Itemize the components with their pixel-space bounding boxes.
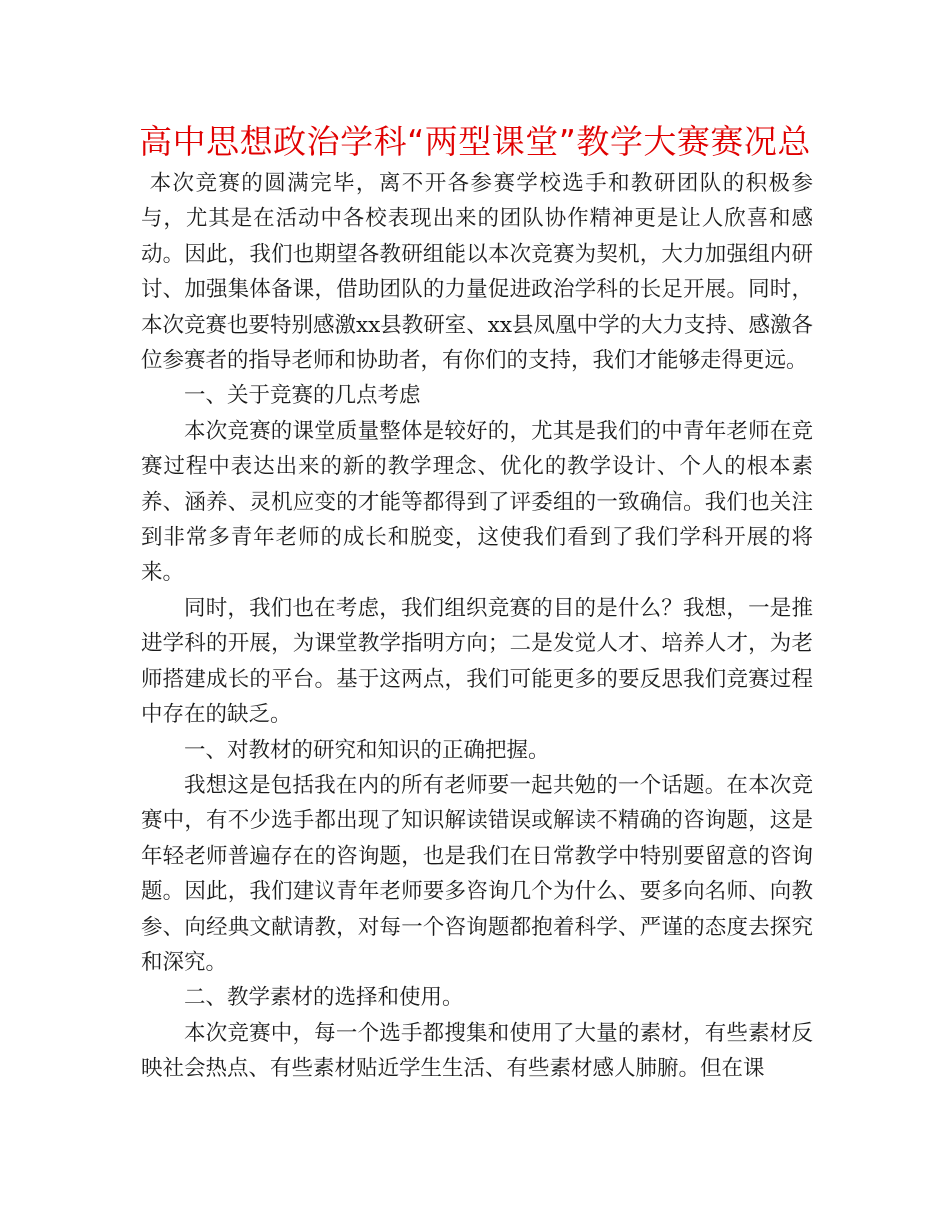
paragraph-purpose: 同时，我们也在考虑，我们组织竞赛的目的是什么？我想，一是推进学科的开展，为课堂教学指明方向；二是发觉人才、培养人才，为老师搭建成长的平台。基于这两点，我们可能更多的要反思我们竞赛过程中存在的缺乏。 — [141, 595, 813, 728]
paragraph-materials: 本次竞赛中，每一个选手都搜集和使用了大量的素材，有些素材反映社会热点、有些素材贴近学生生活、有些素材感人肺腑。但在课 — [141, 1020, 813, 1082]
section-heading-materials: 二、教学素材的选择和使用。 — [184, 985, 464, 1011]
paragraph-textbook: 我想这是包括我在内的所有老师要一起共勉的一个话题。在本次竞赛中，有不少选手都出现了知识解读错误或解读不精确的咨询题，这是年轻老师普遍存在的咨询题，也是我们在日常教学中特别要留意的咨询题。因此，我们建议青年老师要多咨询几个为什么、要多向名师、向教参、向经典文献请教，对每一个咨询题都抱着科学、严谨的态度去探究和深究。 — [141, 772, 813, 975]
section-heading-textbook: 一、对教材的研究和知识的正确把握。 — [184, 737, 550, 763]
paragraph-quality: 本次竞赛的课堂质量整体是较好的，尤其是我们的中青年老师在竞赛过程中表达出来的新的教学理念、优化的教学设计、个人的根本素养、涵养、灵机应变的才能等都得到了评委组的一致确信。我们也关注到非常多青年老师的成长和脱变，这使我们看到了我们学科开展的将来。 — [141, 418, 813, 586]
paragraph-intro: 本次竞赛的圆满完毕，离不开各参赛学校选手和教研团队的积极参与，尤其是在活动中各校表现出来的团队协作精神更是让人欣喜和感动。因此，我们也期望各教研组能以本次竞赛为契机，大力加强组内研讨、加强集体备课，借助团队的力量促进政治学科的长足开展。同时，本次竞赛也要特别感激xx县教研室、xx县凤凰中学的大力支持、感激各位参赛者的指导老师和协助者，有你们的支持，我们才能够走得更远。 — [141, 171, 814, 374]
section-heading-considerations: 一、关于竞赛的几点考虑 — [184, 383, 421, 409]
document-title: 高中思想政治学科“两型课堂”教学大赛赛况总 — [139, 122, 811, 161]
document-body — [141, 166, 813, 1087]
